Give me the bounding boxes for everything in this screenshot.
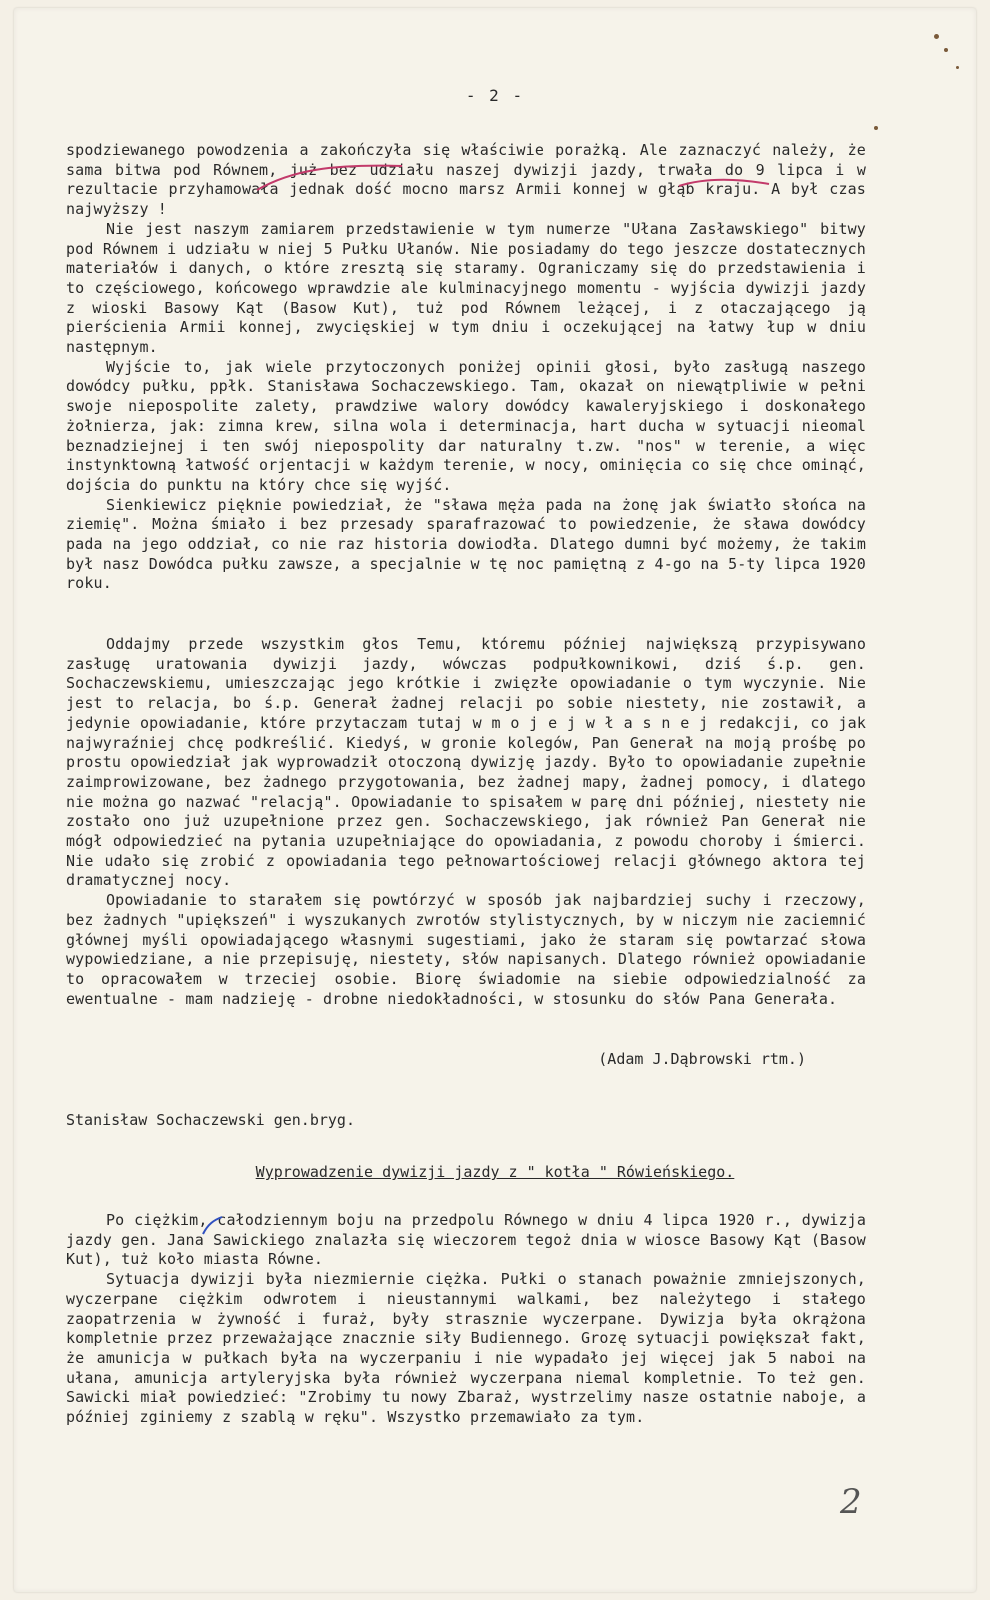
pencil-page-mark: 2 [840, 1482, 862, 1522]
blue-pen-mark [200, 1214, 230, 1238]
section-story [66, 1211, 866, 1428]
paragraph: spodziewanego powodzenia a zakończyła się właściwie porażką. Ale zaznaczyć należy, że sama bitwa pod Równem, już bez udziału naszej dywizji jazdy, trwała do 9 lipca i w rezultacie przyhamowała jednak dość mocno marsz Armii konnej w głąb kraju. A był czas najwyższy ! [66, 141, 866, 219]
story-title [14, 1163, 976, 1181]
ink-spot [944, 48, 948, 52]
ink-spot [934, 34, 939, 39]
paragraph: Wyjście to, jak wiele przytoczonych poniżej opinii głosi, było zasługą naszego dowódcy pułku, ppłk. Stanisława Sochaczewskiego. Tam, okazał on niewątpliwie w pełni swoje niepospolite zalety, prawdziwe walory dowódcy kawaleryjskiego i doskonałego żołnierza, jak: zimna krew, silna wola i determinacja, hart ducha w sytuacji nieomal beznadziejnej i ten swój niepospolity dar naturalny t.zw. "nos" w terenie, a więc instynktowną łatwość orjentacji w każdym terenie, w nocy, ominięcia co się chce ominąć, dojścia do punktu na który chce się wyjść. [66, 357, 866, 494]
paragraph: Opowiadanie to starałem się powtórzyć w sposób jak najbardziej suchy i rzeczowy, bez żadnych "upiększeń" i wyszukanych zwrotów stylistycznych, by w niczym nie zaciemnić głównej myśli opowiadającego własnymi sugestiami, jako że staram się powtarzać słowa wypowiedziane, a nie przepisuję, niestety, słów napisanych. Dlatego również opowiadanie to opracowałem w trzeciej osobie. Biorę świadomie na siebie odpowiedzialność za ewentualne - mam nadzieję - drobne niedokładności, w stosunku do słów Pana Generała. [66, 891, 866, 1008]
document-page [14, 8, 976, 1592]
story-title-text: Wyprowadzenie dywizji jazdy z " kotła " Rówieńskiego. [255, 1163, 735, 1181]
page-number: - 2 - [465, 86, 525, 105]
red-pen-mark [674, 168, 774, 198]
red-pen-mark [252, 158, 412, 198]
ink-spot [956, 66, 959, 69]
section-introduction-note [66, 635, 866, 1009]
section-intro [66, 141, 866, 594]
signature: (Adam J.Dąbrowski rtm.) [598, 1050, 806, 1068]
paragraph: Nie jest naszym zamiarem przedstawienie w tym numerze "Ułana Zasławskiego" bitwy pod Równem i udziału w niej 5 Pułku Ułanów. Nie posiadamy do tego jeszcze dostatecznych materiałów i danych, o które zresztą się staramy. Ograniczamy się do przedstawienia i to częściowego, końcowego wprawdzie ale kulminacyjnego momentu - wyjścia dywizji jazdy z wioski Basowy Kąt (Basow Kut), tuż pod Równem leżącej, i z otaczającego ją pierścienia Armii konnej, zwycięskiej w tym dniu i oczekującej na łatwy łup w dniu następnym. [66, 219, 866, 357]
ink-spot [874, 126, 878, 130]
paragraph: Po ciężkim, całodziennym boju na przedpolu Równego w dniu 4 lipca 1920 r., dywizja jazdy gen. Jana Sawickiego znalazła się wieczorem tegoż dnia w wiosce Basowy Kąt (Basow Kut), tuż koło miasta Równe. [66, 1211, 866, 1269]
paragraph: Oddajmy przede wszystkim głos Temu, któremu później największą przypisywano zasługę uratowania dywizji jazdy, wówczas podpułkownikowi, dziś ś.p. gen. Sochaczewskiemu, umieszczając jego krótkie i zwięzłe opowiadanie o tym wyczynie. Nie jest to relacja, bo ś.p. Generał żadnej relacji po sobie niestety, nie zostawił, a jedynie opowiadanie, które przytaczam tutaj w m o j e j w ł a s n e j redakcji, co jak najwyraźniej chcę podkreślić. Kiedyś, w gronie kolegów, Pan Generał na moją prośbę po prostu opowiedział jak wyprowadził otoczoną dywizję jazdy. Było to opowiadanie zupełnie zaimprowizowane, bez żadnego przygotowania, bez żadnej mapy, żadnej pomocy, i dlatego nie można go nazwać "relacją". Opowiadanie to spisałem w parę dni później, niestety nie zostało ono już uzupełnione przez gen. Sochaczewskiego, jak również Pan Generał nie mógł odpowiedzieć na pytania uzupełniające do opowiadania, z powodu choroby i śmierci. Nie udało się zrobić z opowiadania tego pełnowartościowej relacji głównego aktora tej dramatycznej nocy. [66, 635, 866, 890]
author-line: Stanisław Sochaczewski gen.bryg. [66, 1111, 355, 1129]
paragraph: Sytuacja dywizji była niezmiernie ciężka. Pułki o stanach poważnie zmniejszonych, wyczerpane ciężkim odwrotem i nieustannymi walkami, bez należytego i stałego zaopatrzenia w żywność i furaż, były strasznie wyczerpane. Dywizja była okrążona kompletnie przez przeważające znacznie siły Budiennego. Grozę sytuacji powiększał fakt, że amunicja w pułkach była na wyczerpaniu i nie wypadało jej więcej jak 5 naboi na ułana, amunicja artyleryjska była również wyczerpana niemal kompletnie. To też gen. Sawicki miał powiedzieć: "Zrobimy tu nowy Zbaraż, wystrzelimy nasze ostatnie naboje, a później zginiemy z szablą w ręku". Wszystko przemawiało za tym. [66, 1270, 866, 1427]
paragraph: Sienkiewicz pięknie powiedział, że "sława męża pada na żonę jak światło słońca na ziemię". Można śmiało i bez przesady sparafrazować to powiedzenie, że sława dowódcy pada na jego oddział, co nie raz historia dowiodła. Dlatego dumni być możemy, że takim był nasz Dowódca pułku zawsze, a specjalnie w tę noc pamiętną z 4-go na 5-ty lipca 1920 roku. [66, 495, 866, 593]
